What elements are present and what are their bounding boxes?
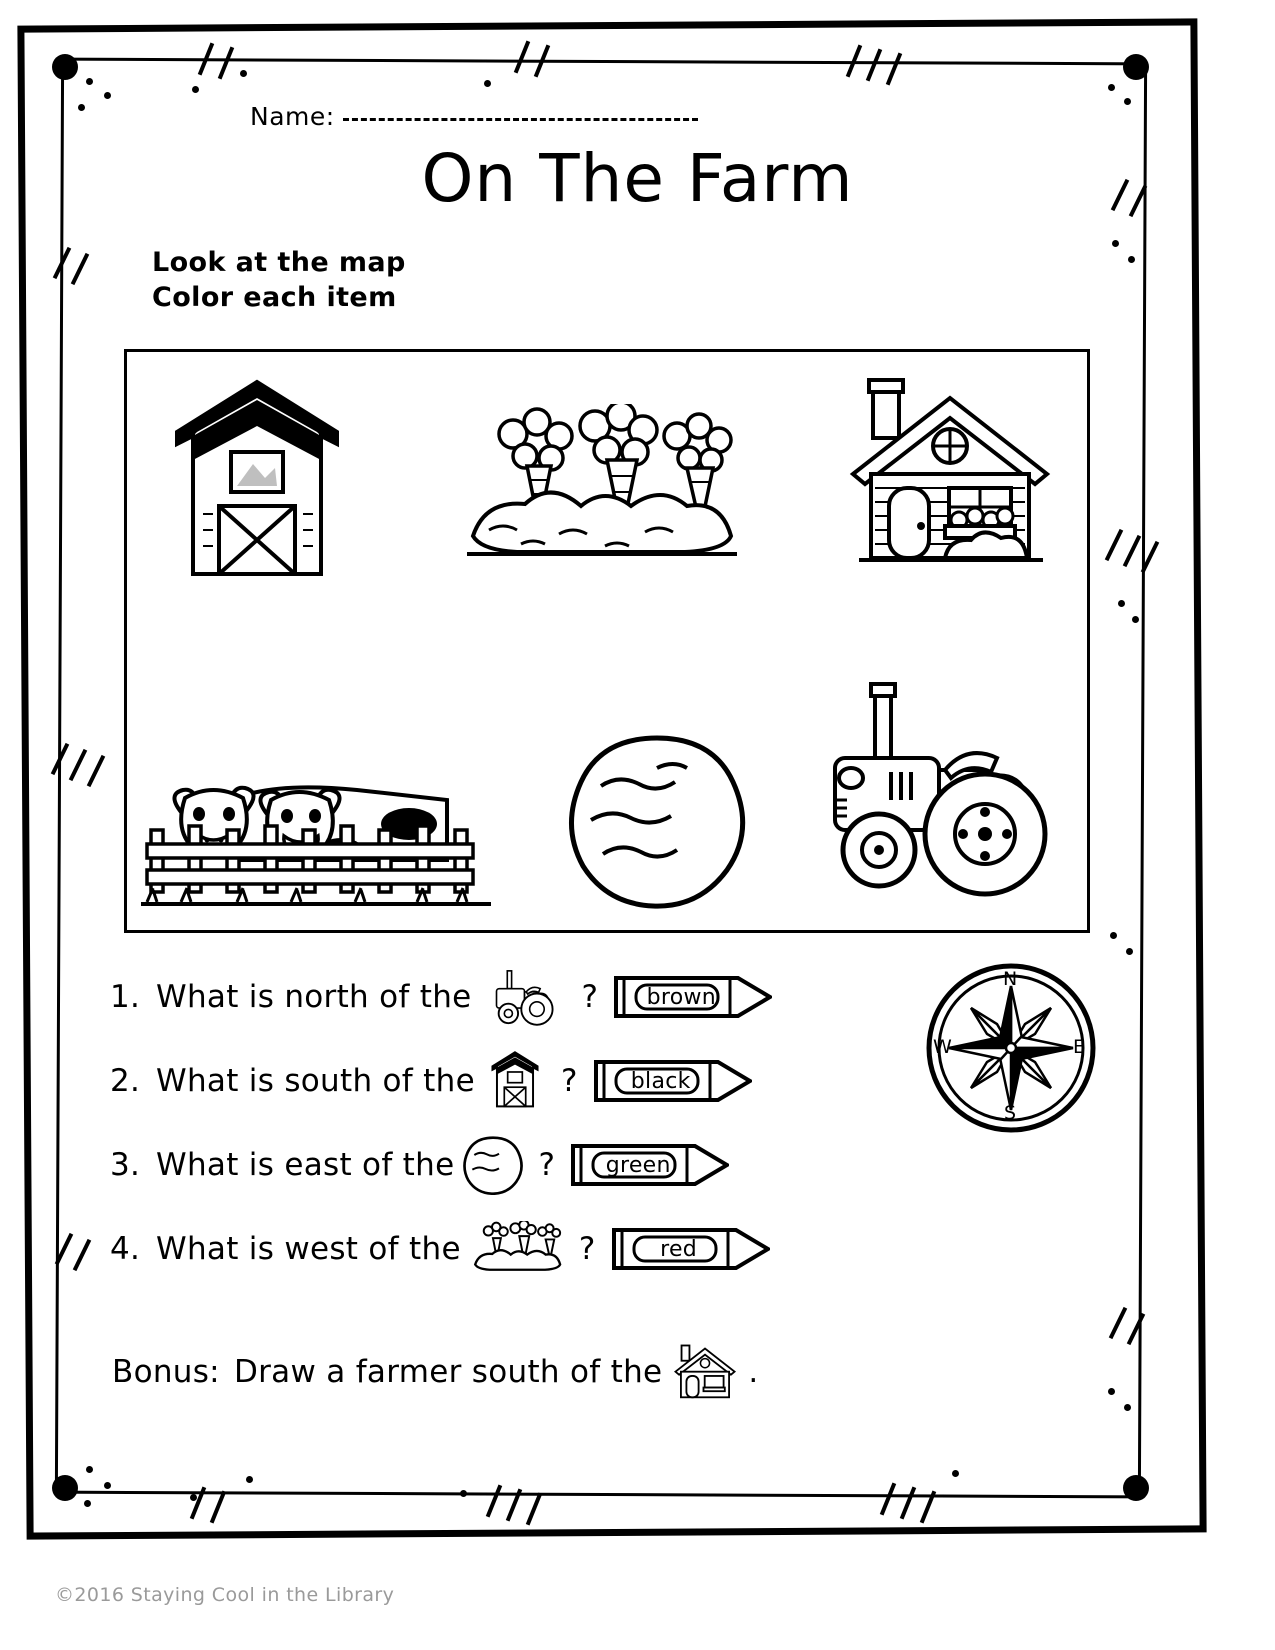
- map-tractor-icon: [817, 674, 1057, 908]
- compass-label-east: E: [1073, 1036, 1086, 1058]
- decorative-dot: [484, 80, 491, 87]
- bonus-suffix: .: [748, 1354, 759, 1390]
- compass-rose: [925, 962, 1097, 1134]
- decorative-dot: [192, 86, 199, 93]
- decorative-dot: [1110, 932, 1117, 939]
- tractor-icon: [476, 966, 572, 1028]
- question-text: What is south of the: [156, 1063, 475, 1099]
- crayon-label: brown: [646, 984, 717, 1010]
- decorative-dot: [1108, 1388, 1115, 1395]
- crayon-label: green: [605, 1152, 671, 1178]
- pond-icon: [458, 1135, 528, 1195]
- question-number: 4.: [110, 1231, 141, 1267]
- decorative-dot: [1112, 240, 1119, 247]
- farmhouse-icon: [668, 1340, 742, 1404]
- compass-label-west: W: [933, 1036, 952, 1058]
- name-field-row: [250, 98, 698, 131]
- decorative-dot: [1124, 1404, 1131, 1411]
- decorative-dot: [1124, 98, 1131, 105]
- decorative-dot: [1118, 600, 1125, 607]
- map-cows-icon: [141, 752, 511, 926]
- decorative-dot: [240, 70, 247, 77]
- crayon-brown[interactable]: [612, 970, 772, 1024]
- decorative-dot: [86, 1466, 93, 1473]
- decorative-dot: [104, 92, 111, 99]
- question-row: [110, 955, 930, 1039]
- map-carrot-garden-icon: [455, 404, 745, 578]
- decorative-dot: [952, 1470, 959, 1477]
- instruction-line-1: Look at the map: [152, 247, 406, 278]
- map-pond-icon: [557, 730, 757, 914]
- decorative-dot: [460, 1490, 467, 1497]
- question-number: 2.: [110, 1063, 141, 1099]
- decorative-dot: [246, 1476, 253, 1483]
- bonus-prefix: Bonus:: [112, 1354, 220, 1390]
- decorative-dot: [190, 1494, 197, 1501]
- carrot-garden-icon: [465, 1221, 569, 1277]
- map-barn-icon: [157, 374, 357, 598]
- corner-dot-top-right: [1123, 54, 1149, 80]
- question-number: 1.: [110, 979, 141, 1015]
- question-row: [110, 1207, 930, 1291]
- copyright-footer: ©2016 Staying Cool in the Library: [55, 1584, 395, 1606]
- corner-dot-top-left: [52, 54, 78, 80]
- crayon-green[interactable]: [569, 1138, 729, 1192]
- question-mark: ?: [581, 979, 599, 1015]
- instruction-line-2: Color each item: [152, 281, 397, 313]
- barn-icon: [479, 1050, 551, 1112]
- name-input-blank[interactable]: [343, 98, 698, 121]
- decorative-dot: [1108, 84, 1115, 91]
- crayon-label: red: [660, 1236, 698, 1262]
- decorative-dot: [1126, 948, 1133, 955]
- bonus-text: Draw a farmer south of the: [233, 1354, 663, 1390]
- bonus-row: [112, 1340, 759, 1404]
- compass-label-north: N: [1003, 968, 1018, 990]
- question-mark: ?: [578, 1231, 596, 1267]
- compass-label-south: S: [1004, 1102, 1017, 1124]
- crayon-black[interactable]: [592, 1054, 752, 1108]
- crayon-label: black: [630, 1068, 691, 1094]
- question-mark: ?: [538, 1147, 556, 1183]
- page-title: On The Farm: [421, 140, 854, 217]
- decorative-dot: [84, 1500, 91, 1507]
- question-number: 3.: [110, 1147, 141, 1183]
- question-row: [110, 1039, 930, 1123]
- decorative-dot: [78, 104, 85, 111]
- decorative-dot: [1132, 616, 1139, 623]
- decorative-dot: [86, 78, 93, 85]
- question-row: [110, 1123, 930, 1207]
- farm-map: [124, 349, 1090, 933]
- crayon-red[interactable]: [610, 1222, 770, 1276]
- question-text: What is west of the: [156, 1231, 461, 1267]
- instructions: [152, 246, 406, 315]
- question-text: What is north of the: [156, 979, 472, 1015]
- decorative-dot: [104, 1482, 111, 1489]
- question-mark: ?: [560, 1063, 578, 1099]
- decorative-dot: [1128, 256, 1135, 263]
- question-text: What is east of the: [156, 1147, 455, 1183]
- corner-dot-bottom-right: [1123, 1475, 1149, 1501]
- corner-dot-bottom-left: [52, 1475, 78, 1501]
- name-label: Name:: [250, 102, 335, 131]
- map-farmhouse-icon: [845, 370, 1055, 584]
- question-list: [110, 955, 930, 1291]
